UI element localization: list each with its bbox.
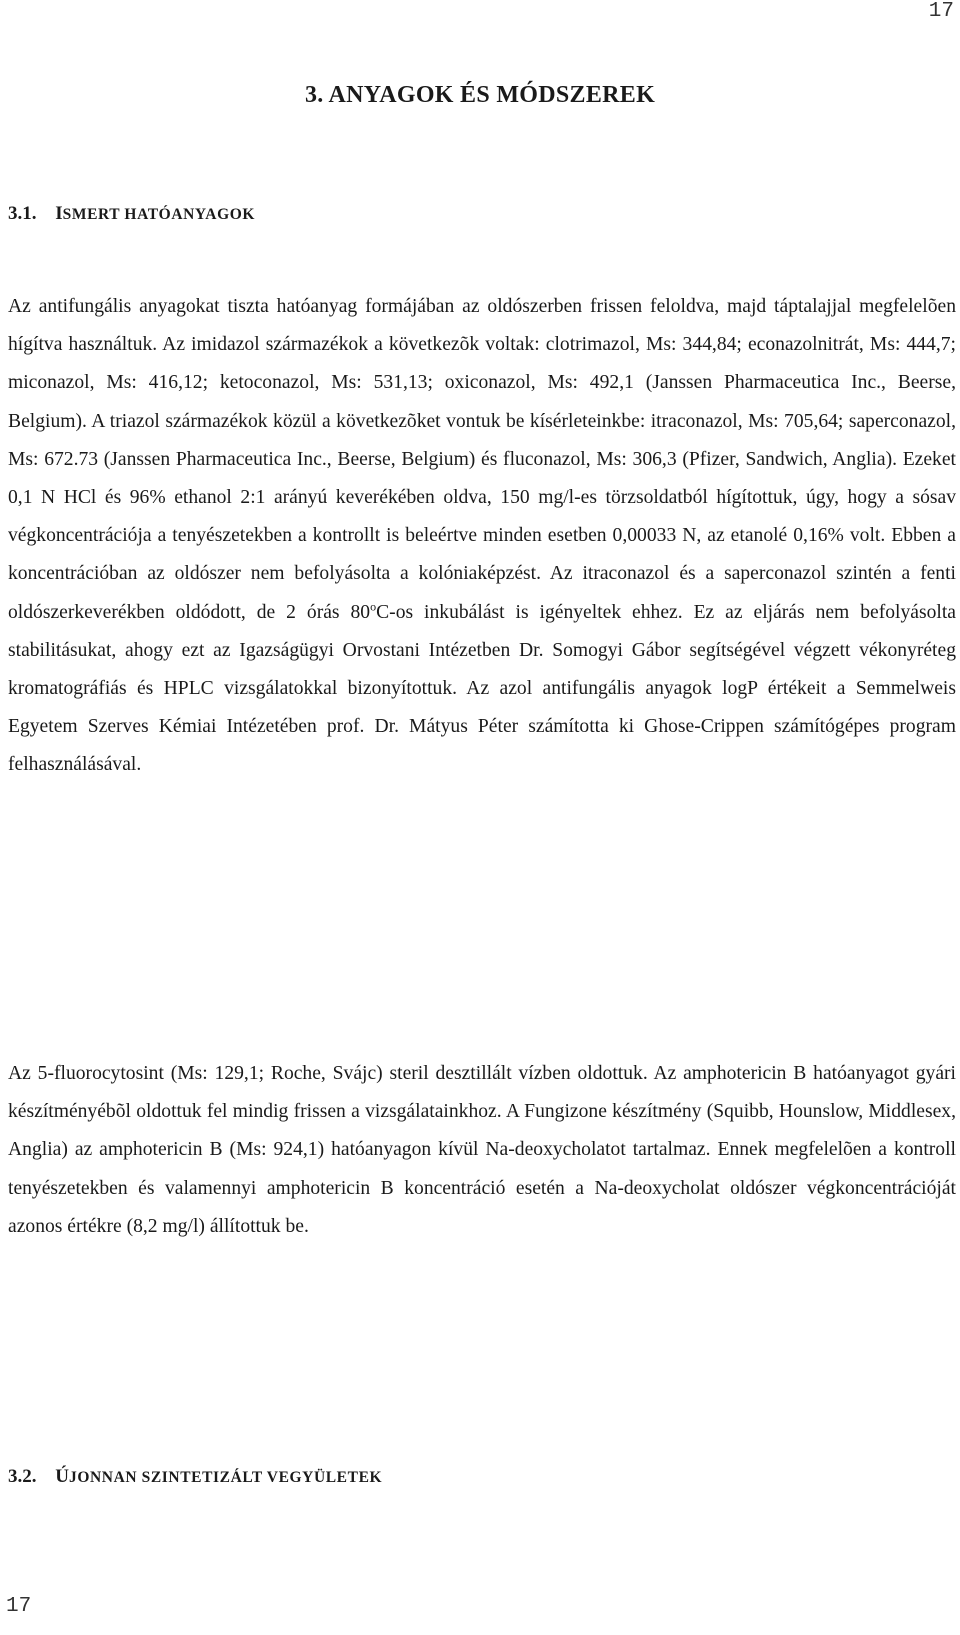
paragraph-text-continued: C-os inkubálást is igényeltek ehhez. Ez az eljárás nem befolyásolta stabilitásukat, ahogy ezt az Igazságügyi Orvostani Intézetben Dr. Somogyi Gábor segítségével végzett vékonyréteg kromatográfiás és HPLC vizsgálatokkal bizonyítottuk. Az azol antifungális anyagok logP értékeit a Semmelweis Egyetem Szerves Kémiai Intézetében prof. Dr. Mátyus Péter számította ki Ghose-Crippen számítógépes program felhasználásával. [8,601,956,776]
degree-superscript: o [370,599,377,614]
section-title-rest: SMERT HATÓANYAGOK [62,206,256,223]
section-number: 3.2. [8,1466,37,1487]
paragraph-text: Az antifungális anyagokat tiszta hatóanyag formájában az oldószerben frissen feloldva, majd táptalajjal megfelelõen hígítva használtuk. Az imidazol származékok a következõk voltak: clotrimazol, Ms: 344,84; econazolnitrát, Ms: 444,7; miconazol, Ms: 416,12; ketoconazol, Ms: 531,13; oxiconazol, Ms: 492,1 (Janssen Pharmaceutica Inc., Beerse, Belgium). A triazol származékok közül a következõket vontuk be kísérleteinkbe: itraconazol, Ms: 705,64; saperconazol, Ms: 672.73 (Janssen Pharmaceutica Inc., Beerse, Belgium) és fluconazol, Ms: 306,3 (Pfizer, Sandwich, Anglia). Ezeket 0,1 N HCl és 96% ethanol 2:1 arányú keverékében oldva, 150 mg/l-es törzsoldatból hígítottuk, úgy, hogy a sósav végkoncentrációja a tenyészetekben a kontrollt is beleértve minden esetben 0,00033 N, az etanolé 0,16% volt. Ebben a koncentrációban az oldószer nem befolyásolta a kolóniaképzést. Az itraconazol és a saperconazol szintén a fenti oldószerkeverékben oldódott, de 2 órás 80 [8,296,956,623]
page-number-top: 17 [928,0,954,23]
chapter-title: 3. ANYAGOK ÉS MÓDSZEREK [304,82,656,108]
section-number: 3.1. [8,203,37,224]
page-number-bottom: 17 [6,1595,32,1618]
section-title-rest: JONNAN SZINTETIZÁLT VEGYÜLETEK [68,1469,383,1486]
section-heading-3-1 [8,203,255,225]
paragraph-known-agents [8,288,956,785]
section-heading-3-2 [8,1466,382,1488]
paragraph-text: Az 5-fluorocytosint (Ms: 129,1; Roche, Svájc) steril desztillált vízben oldottuk. Az amphotericin B hatóanyagot gyári készítményébõl oldottuk fel mindig frissen a vizsgálatainkhoz. A Fungizone készítmény (Squibb, Hounslow, Middlesex, Anglia) az amphotericin B (Ms: 924,1) hatóanyagon kívül Na-deoxycholatot tartalmaz. Ennek megfelelõen a kontroll tenyészetekben és valamennyi amphotericin B koncentráció esetén a Na-deoxycholat oldószer végkoncentrációját azonos értékre (8,2 mg/l) állítottuk be. [8,1063,956,1237]
section-title-initial: I [55,203,63,224]
section-title-initial: Ú [55,1466,69,1487]
paragraph-fluorocytosine [8,1055,956,1246]
